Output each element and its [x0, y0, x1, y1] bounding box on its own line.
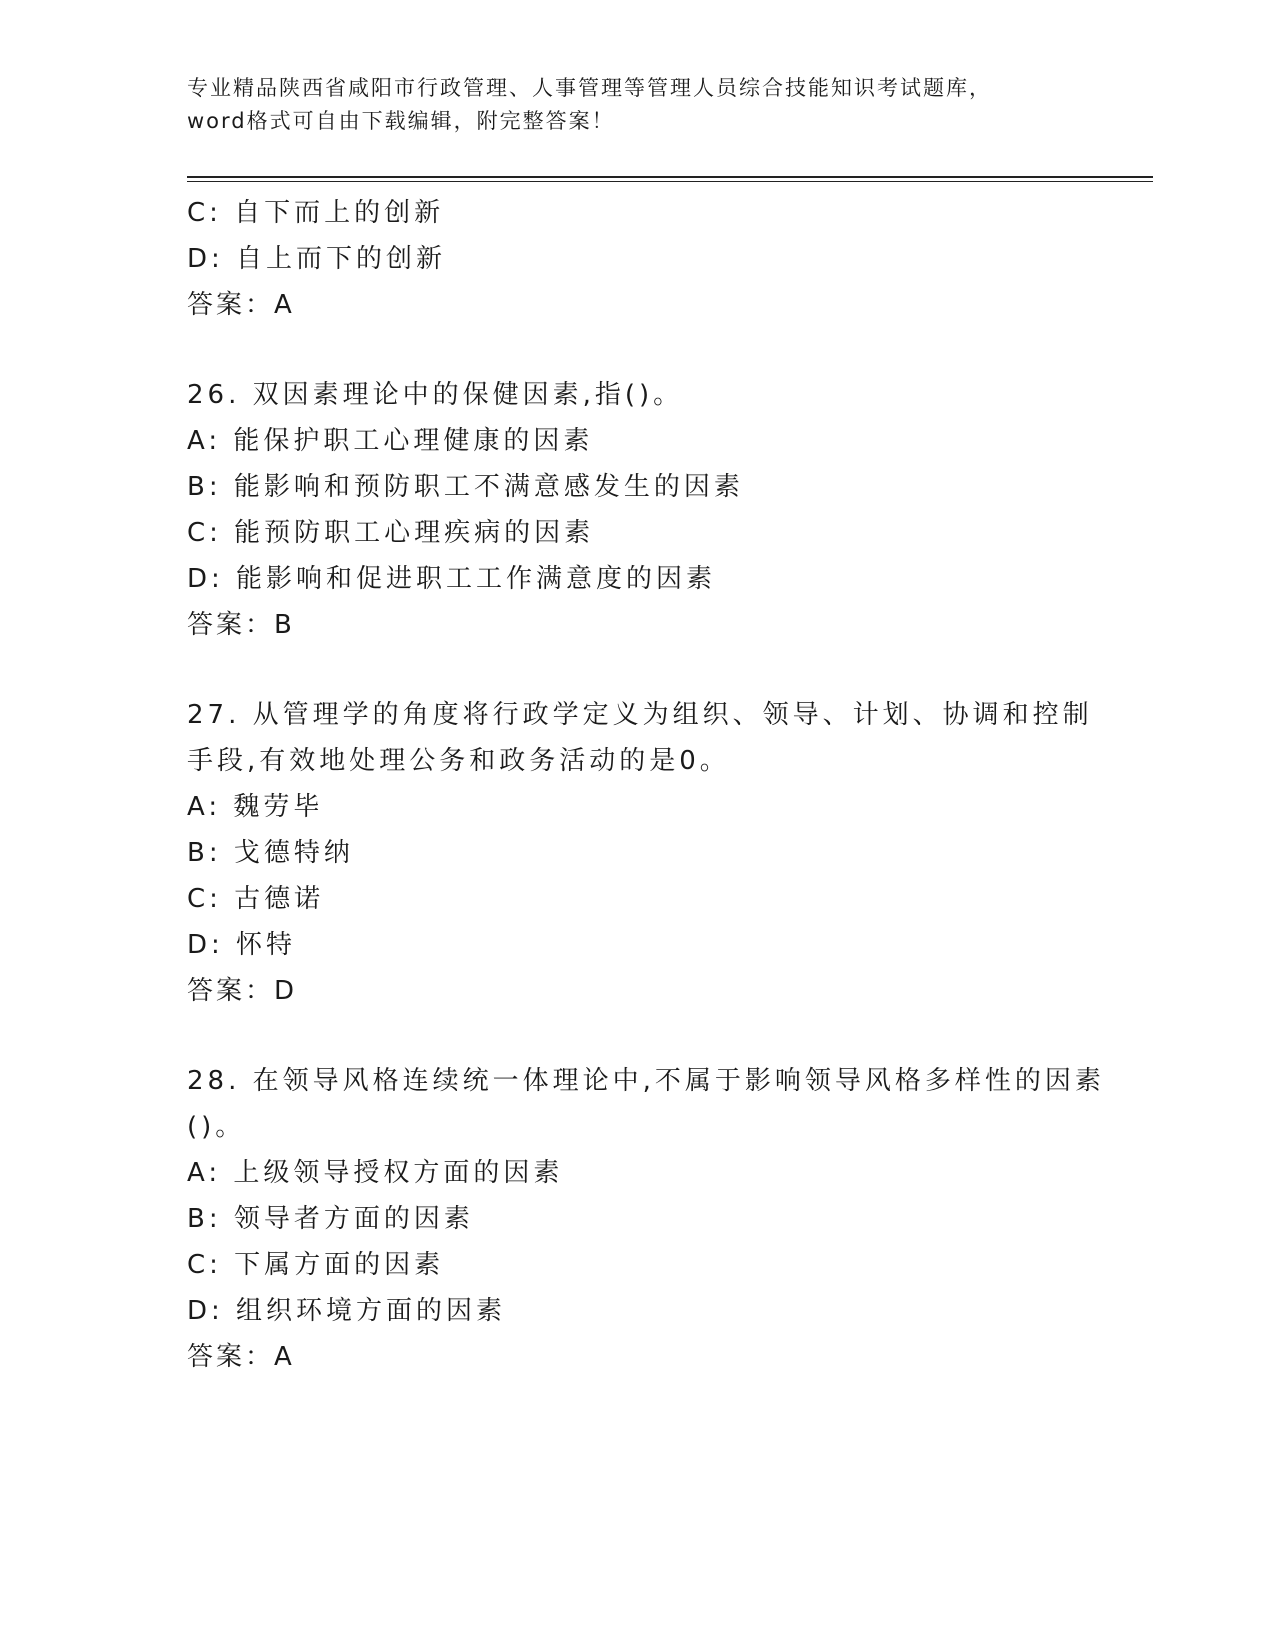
option-a: A: 上级领导授权方面的因素 — [187, 1158, 564, 1188]
question-stem-line-1: 28. 在领导风格连续统一体理论中,不属于影响领导风格多样性的因素 — [187, 1066, 1105, 1096]
question-stem: 26. 双因素理论中的保健因素,指()。 — [187, 380, 684, 410]
option-b: B: 戈德特纳 — [187, 838, 354, 868]
answer: 答案：A — [187, 290, 295, 320]
header-rule-bottom — [187, 181, 1153, 182]
question-25-tail — [187, 190, 1087, 328]
header-line-2: word格式可自由下载编辑，附完整答案！ — [187, 109, 615, 133]
header-rule-top — [187, 176, 1153, 178]
header-line-1: 专业精品陕西省咸阳市行政管理、人事管理等管理人员综合技能知识考试题库， — [187, 76, 992, 100]
option-d: D: 能影响和促进职工工作满意度的因素 — [187, 564, 717, 594]
question-stem-line-2: 手段,有效地处理公务和政务活动的是0。 — [187, 746, 730, 776]
option-d: D: 组织环境方面的因素 — [187, 1296, 507, 1326]
question-list — [187, 190, 1105, 1380]
question-26 — [187, 372, 1087, 648]
option-c: C: 古德诺 — [187, 884, 325, 914]
option-b: B: 领导者方面的因素 — [187, 1204, 474, 1234]
option-a: A: 能保护职工心理健康的因素 — [187, 426, 594, 456]
document-header — [187, 72, 1087, 138]
option-b: B: 能影响和预防职工不满意感发生的因素 — [187, 472, 744, 502]
option-a: A: 魏劳毕 — [187, 792, 324, 822]
answer: 答案：D — [187, 976, 298, 1006]
question-27 — [187, 692, 1093, 1014]
option-d: D: 怀特 — [187, 930, 297, 960]
option-d: D: 自上而下的创新 — [187, 244, 447, 274]
option-c: C: 能预防职工心理疾病的因素 — [187, 518, 595, 548]
option-c: C: 自下而上的创新 — [187, 198, 445, 228]
question-28 — [187, 1058, 1105, 1380]
question-stem-line-2: ()。 — [187, 1112, 246, 1142]
answer: 答案：B — [187, 610, 295, 640]
question-stem-line-1: 27. 从管理学的角度将行政学定义为组织、领导、计划、协调和控制 — [187, 700, 1093, 730]
answer: 答案：A — [187, 1342, 295, 1372]
option-c: C: 下属方面的因素 — [187, 1250, 445, 1280]
